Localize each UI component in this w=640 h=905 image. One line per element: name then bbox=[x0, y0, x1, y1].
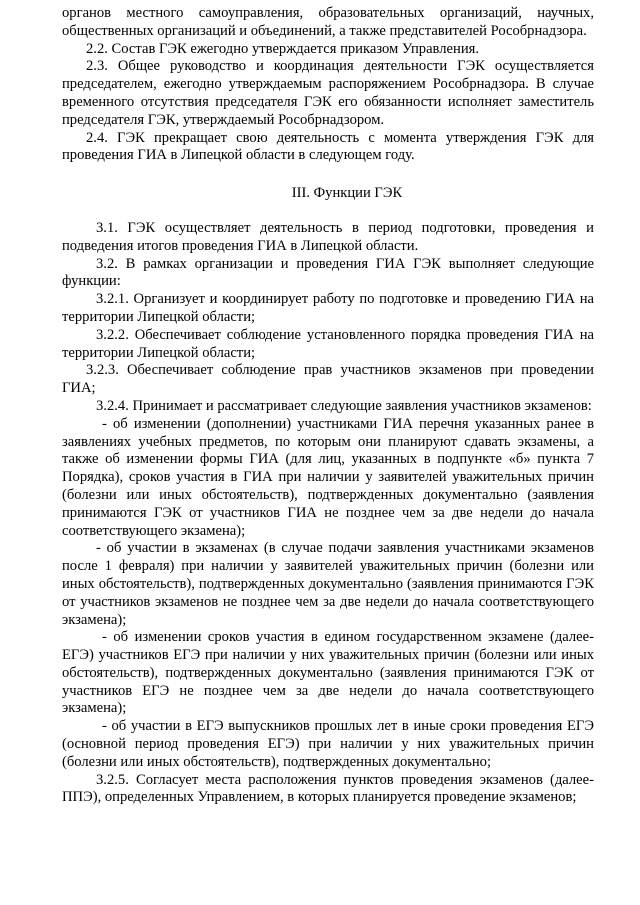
paragraph-2-2: 2.2. Состав ГЭК ежегодно утверждается приказом Управления. bbox=[86, 40, 479, 57]
list-item-participation: - об участии в экзаменах (в случае подачи заявления участниками экзаменов после 1 февраля) при наличии у заявителей уважительных причин (болезни или иных обстоятельств), подтвержденных документально (заявления принимаются ГЭК от участников экзаменов не позднее чем за две недели до начала соответствующего экзамена); bbox=[62, 540, 594, 628]
paragraph-3-2-4: 3.2.4. Принимает и рассматривает следующие заявления участников экзаменов: bbox=[96, 397, 592, 414]
paragraph-3-2-3: 3.2.3. Обеспечивает соблюдение прав участников экзаменов при проведении ГИА; bbox=[62, 362, 594, 397]
list-item-ege-dates: - об изменении сроков участия в едином государственном экзамене (далее-ЕГЭ) участников ЕГЭ при наличии у них уважительных причин (болезни или иных обстоятельств), подтвержденных документально (заявления принимаются ГЭК от участников ЕГЭ не позднее чем за две недели до начала соответствующего экзамена); bbox=[62, 629, 594, 717]
list-item-past-graduates: - об участии в ЕГЭ выпускников прошлых лет в иные сроки проведения ЕГЭ (основной период проведения ЕГЭ) при наличии у них уважительных причин (болезни или иных обстоятельств), подтвержденных документально; bbox=[62, 718, 594, 770]
paragraph-3-2: 3.2. В рамках организации и проведения ГИА ГЭК выполняет следующие функции: bbox=[62, 255, 594, 290]
section-heading: III. Функции ГЭК bbox=[291, 185, 403, 202]
paragraph-3-2-2: 3.2.2. Обеспечивает соблюдение установленного порядка проведения ГИА на территории Липецкой области; bbox=[62, 326, 594, 361]
paragraph-3-2-5: 3.2.5. Согласует места расположения пунктов проведения экзаменов (далее-ППЭ), определенных Управлением, в которых планируется проведение экзаменов; bbox=[62, 771, 594, 806]
paragraph-2-4: 2.4. ГЭК прекращает свою деятельность с момента утверждения ГЭК для проведения ГИА в Липецкой области в следующем году. bbox=[62, 129, 594, 164]
paragraph-continuation: органов местного самоуправления, образовательных организаций, научных, общественных организаций и объединений, а также представителей Рособрнадзора. bbox=[62, 5, 594, 39]
paragraph-3-2-1: 3.2.1. Организует и координирует работу по подготовке и проведению ГИА на территории Липецкой области; bbox=[62, 291, 594, 325]
paragraph-3-1: 3.1. ГЭК осуществляет деятельность в период подготовки, проведения и подведения итогов проведения ГИА в Липецкой области. bbox=[62, 219, 594, 254]
paragraph-2-3: 2.3. Общее руководство и координация деятельности ГЭК осуществляется председателем, ежегодно утверждаемым распоряжением Рособрнадзора. В случае временного отсутствия председателя ГЭК его обязанности исполняет заместитель председателя ГЭК, утверждаемый Рособрнадзором. bbox=[62, 58, 594, 128]
list-item-changes: - об изменении (дополнении) участниками ГИА перечня указанных ранее в заявлениях учебных предметов, по которым они планируют сдавать экзамены, а также об изменении формы ГИА (для лиц, указанных в подпункте «б» пункта 7 Порядка), сроков участия в ГИА при наличии у заявителей уважительных причин (болезни или иных обстоятельств), подтвержденных документально (заявления принимаются ГЭК от участников ГИА не позднее чем за две недели до начала соответствующего экзамена); bbox=[62, 415, 594, 539]
document-body bbox=[62, 5, 594, 807]
